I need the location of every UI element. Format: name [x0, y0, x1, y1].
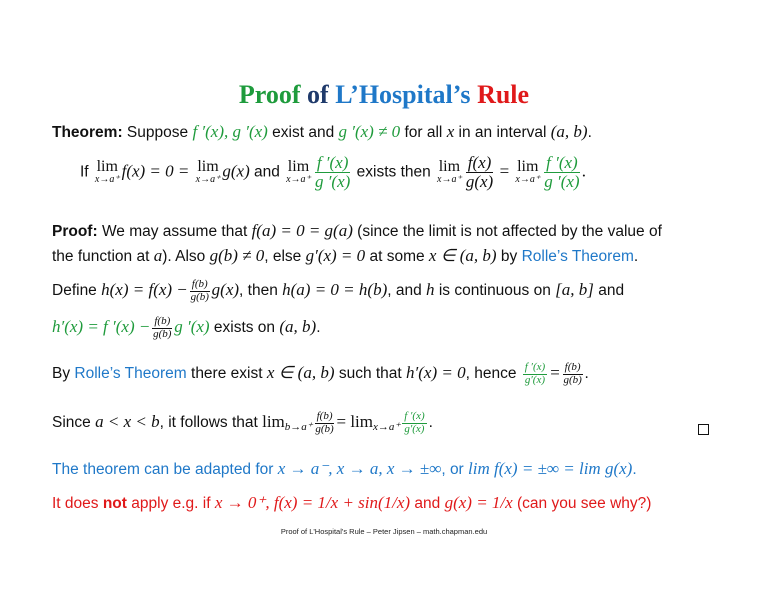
title-word-lhospitals: L’Hospital’s: [335, 80, 471, 109]
define-math-1: h(x) = f(x) −: [101, 280, 188, 300]
theorem-text-4: in an interval: [454, 124, 551, 141]
since-text-1: Since: [52, 414, 96, 432]
define-text-4: is continuous on: [434, 282, 556, 300]
since-lim-1: lim: [262, 412, 285, 432]
frac-num: f ′(x): [546, 153, 578, 172]
since-lim-2-sub: x→a⁺: [373, 421, 401, 434]
rolle-text-3: such that: [334, 365, 407, 383]
frac-den: g′(x): [404, 422, 425, 435]
rolle-text-1: By: [52, 365, 75, 383]
lim-sub: x→a⁺: [94, 174, 120, 186]
theorem-math-3: x: [446, 122, 455, 141]
rolle-theorem-ref-2: Rolle’s Theorem: [74, 365, 187, 383]
lim-text: lim: [197, 158, 219, 176]
notapply-text-4: (can you see why?): [512, 495, 652, 512]
proof2-text-4: at some: [365, 248, 429, 265]
define-math-4: h: [426, 280, 435, 300]
limit-2: [196, 159, 221, 185]
since-line: [52, 411, 433, 435]
fx-zero: f(x) = 0 =: [121, 161, 194, 181]
fraction-fb-gb: [190, 279, 210, 303]
hprime-math-2: g ′(x): [174, 317, 210, 337]
proof-line-1: [52, 221, 662, 241]
notapply-text-1: It does: [52, 495, 103, 512]
lim-sub: x→a⁺: [286, 174, 311, 186]
frac-num: f ′(x): [316, 153, 349, 172]
hprime-math-1: h′(x) = f ′(x) −: [52, 317, 151, 337]
adapted-math-2: lim f(x) = ±∞ = lim g(x): [468, 459, 633, 478]
since-lim-2: lim: [350, 412, 373, 432]
frac-den: g(b): [315, 422, 334, 435]
hprime-line: [52, 316, 321, 340]
rolle-theorem-ref: Rolle’s Theorem: [521, 248, 634, 265]
define-text-2: , then: [239, 282, 283, 300]
rolle-line: [52, 362, 589, 386]
define-text-3: , and: [387, 282, 427, 300]
equals-sign: =: [336, 412, 351, 432]
frac-den: g(x): [465, 171, 494, 191]
not-apply-line: [52, 493, 651, 513]
frac-den: g(b): [153, 327, 172, 340]
hprime-text-2: .: [316, 319, 321, 337]
proof-math-1: f(a) = 0 = g(a): [251, 221, 353, 240]
title-word-rule: Rule: [470, 80, 530, 109]
proof2-math-2: g(b) ≠ 0: [209, 246, 265, 265]
lim-text: lim: [287, 158, 310, 176]
hprime-text-1: exists on: [209, 319, 280, 337]
frac-num: f(x): [467, 153, 492, 172]
frac-den: g ′(x): [314, 171, 351, 191]
fraction-fp-gp-2: [544, 154, 580, 191]
theorem-text-5: .: [587, 124, 592, 141]
rolle-text-2: there exist: [186, 365, 267, 383]
adapted-line: [52, 459, 637, 479]
fraction-fp-gp-small-2: [402, 411, 426, 435]
notapply-text-2: apply e.g. if: [126, 495, 215, 512]
fraction-fb-gb-3: [563, 362, 583, 386]
notapply-text-3: and: [410, 495, 445, 512]
lim-text: lim: [438, 158, 461, 176]
lim-sub: x→a⁺: [515, 174, 541, 186]
since-math-1: a < x < b: [95, 412, 160, 432]
limit-4: [437, 159, 462, 185]
fraction-f-g: [466, 154, 494, 191]
lim-text: lim: [96, 158, 118, 176]
if-word: If: [80, 163, 89, 181]
adapted-text-3: .: [632, 461, 637, 478]
rolle-text-4: , hence: [465, 365, 521, 383]
define-text-1: Define: [52, 282, 102, 300]
define-line: [52, 279, 624, 303]
since-lim-1-sub: b→a⁺: [284, 421, 313, 434]
qed-box-icon: [698, 424, 709, 435]
adapted-text-2: , or: [441, 461, 469, 478]
proof2-math-4: x ∈ (a, b): [428, 246, 497, 265]
frac-num: f(b): [154, 315, 171, 327]
proof2-math-3: g′(x) = 0: [305, 246, 366, 265]
proof2-math-1: a: [153, 246, 163, 265]
notapply-not: not: [102, 495, 127, 512]
proof-text-1: We may assume that: [97, 223, 252, 240]
frac-den: g(b): [563, 373, 582, 386]
adapted-text-1: The theorem can be adapted for: [52, 461, 278, 478]
theorem-math-4: (a, b): [550, 122, 588, 141]
frac-num: f(b): [191, 278, 208, 290]
limit-5: [515, 159, 540, 185]
define-math-2: g(x): [211, 280, 240, 300]
if-lim-line: [80, 154, 586, 191]
footer-credit: Proof of L'Hospital's Rule – Peter Jipsen – math.chapman.edu: [280, 527, 488, 536]
proof2-text-5: by: [496, 248, 522, 265]
frac-den: g ′(x): [544, 171, 580, 191]
define-text-5: and: [593, 282, 625, 300]
frac-num: f(b): [564, 361, 581, 373]
frac-den: g′(x): [524, 373, 546, 386]
adapted-math-1: x → a⁻, x → a, x → ±∞: [277, 459, 442, 478]
proof2-text-1: the function at: [52, 248, 154, 265]
equals-sign: =: [549, 363, 561, 383]
proof2-text-3: , else: [264, 248, 306, 265]
lim-sub: x→a⁺: [437, 174, 462, 186]
and-word: and: [253, 163, 280, 181]
hprime-math-3: (a, b): [279, 317, 317, 337]
proof-line-2: [52, 246, 638, 266]
theorem-label: Theorem:: [52, 124, 123, 141]
frac-num: f ′(x): [404, 410, 425, 422]
rolle-math-1: x ∈ (a, b): [266, 363, 335, 383]
notapply-math-2: g(x) = 1/x: [444, 493, 513, 512]
theorem-line: [52, 122, 592, 142]
notapply-math-1: x → 0⁺, f(x) = 1/x + sin(1/x): [214, 493, 411, 512]
lim-text: lim: [517, 158, 539, 176]
fraction-fp-gp: [315, 154, 351, 191]
proof-label: Proof:: [52, 223, 98, 240]
equals-sign: =: [499, 161, 510, 181]
page-title: [0, 80, 768, 110]
exists-then-text: exists then: [356, 163, 431, 181]
fraction-fb-gb-2: [152, 316, 172, 340]
title-word-of: of: [300, 80, 336, 109]
lim-sub: x→a⁺: [195, 174, 221, 186]
frac-num: f ′(x): [524, 361, 546, 373]
fraction-fp-gp-small: [523, 362, 547, 386]
proof-text-2: (since the limit is not affected by the value of: [352, 223, 662, 240]
theorem-math-2: g ′(x) ≠ 0: [338, 122, 401, 141]
limit-1: [95, 159, 120, 185]
proof2-text-6: .: [633, 248, 639, 265]
limit-3: [286, 159, 311, 185]
since-text-2: , it follows that: [159, 414, 263, 432]
title-word-proof: Proof: [238, 80, 301, 109]
theorem-math-1: f ′(x), g ′(x): [192, 122, 268, 141]
period: .: [428, 414, 433, 432]
period: .: [581, 161, 586, 181]
theorem-text-3: for all: [400, 124, 447, 141]
frac-den: g(b): [190, 290, 209, 303]
theorem-text-1: Suppose: [122, 124, 193, 141]
theorem-text-2: exist and: [267, 124, 339, 141]
frac-num: f(b): [316, 410, 333, 422]
define-math-3: h(a) = 0 = h(b): [282, 280, 388, 300]
gx: g(x): [222, 161, 250, 181]
fraction-fb-gb-4: [315, 411, 335, 435]
rolle-math-2: h′(x) = 0: [406, 363, 466, 383]
define-math-5: [a, b]: [555, 280, 594, 300]
proof2-text-2: ). Also: [162, 248, 210, 265]
period: .: [584, 365, 589, 383]
